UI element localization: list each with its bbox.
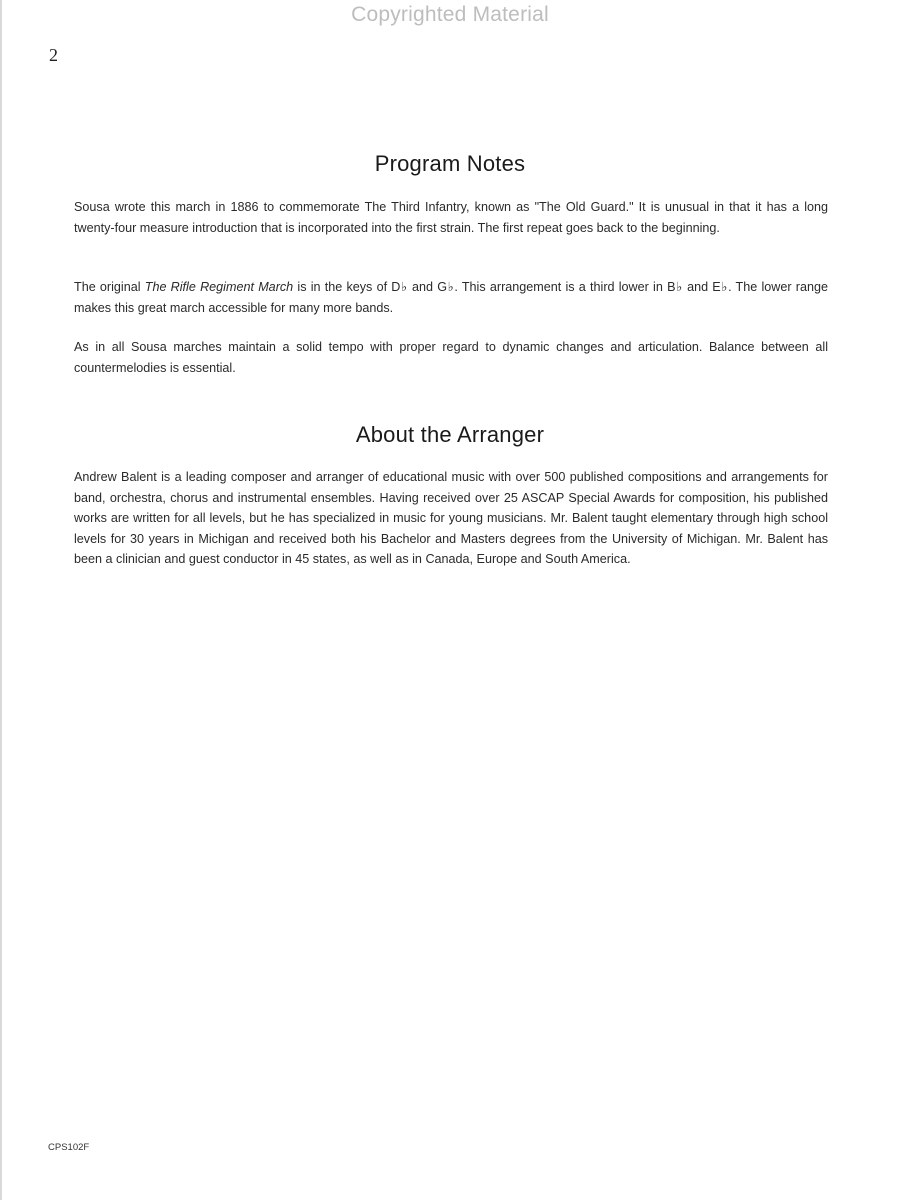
page-edge <box>0 0 2 1200</box>
program-notes-paragraph-3: As in all Sousa marches maintain a solid tempo with proper regard to dynamic changes and articulation. Balance between all countermelodies is essential. <box>74 340 828 375</box>
p2-text-before: The original <box>74 280 145 294</box>
page-number: 2 <box>49 45 58 65</box>
p2-text-after: is in the keys of D♭ and G♭. This arrangement is a third lower in B♭ and E♭. The lower range makes this great march accessible for many more bands. <box>74 280 828 315</box>
program-notes-paragraph-1: Sousa wrote this march in 1886 to commemorate The Third Infantry, known as "The Old Guard." It is unusual in that it has a long twenty-four measure introduction that is incorporated into the first strain. The first repeat goes back to the beginning. <box>74 200 828 235</box>
program-notes-paragraph-2 <box>74 277 828 318</box>
copyright-watermark: Copyrighted Material <box>351 3 549 26</box>
catalog-code: CPS102F <box>48 1142 90 1153</box>
march-title: The Rifle Regiment March <box>144 280 294 294</box>
about-arranger-heading: About the Arranger <box>355 422 545 447</box>
about-arranger-paragraph: Andrew Balent is a leading composer and arranger of educational music with over 500 published compositions and arrangements for band, orchestra, chorus and instrumental ensembles. Having received over 25 ASCAP Special Awards for composition, his published works are written for all levels, but he has specialized in music for young musicians. Mr. Balent taught elementary through high school levels for 30 years in Michigan and received both his Bachelor and Masters degrees from the University of Michigan. Mr. Balent has been a clinician and guest conductor in 45 states, as well as in Canada, Europe and South America. <box>74 470 828 566</box>
program-notes-heading: Program Notes <box>374 151 526 176</box>
